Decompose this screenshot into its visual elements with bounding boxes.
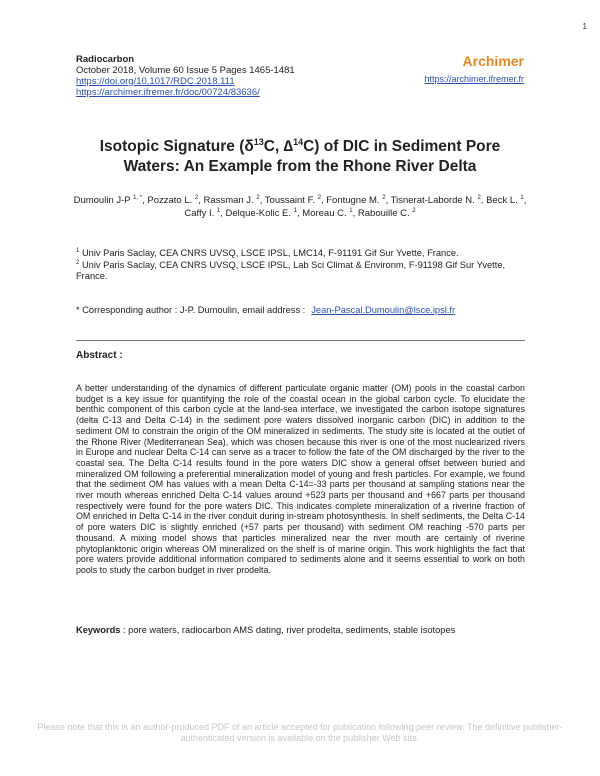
author-affiliation-mark: 1 (293, 208, 297, 214)
title-part1: Isotopic Signature (δ (99, 138, 254, 155)
abstract-text: A better understanding of the dynamics of different particulate organic matter (OM) pools in the coastal carbon budget is a key issue for quantifying the role of the coastal ocean in the global carbon cycle. To elucidate the benthic component of this carbon cycle at the land-sea interface, we investigated the carbon isotope signatures (delta C-13 and Delta C-14) in the sediment pore waters dissolved inorganic carbon (DIC) in addition to the sediment OM to constrain the origin of the OM mineralized in sediments. The study site is located at the outlet of the Rhone River (Mediterranean Sea), which was chosen because this river is one of the most nuclearized rivers in Europe and nuclear Delta C-14 can serve as a tracer to follow the fate of the OM discharged by the river to the coastal sea. The Delta C-14 results found in the pore waters DIC show a general offset between buried and mineralized OM following a preferential mineralization model of young and fresh particles. For example, we found that the sediment OM has values with a mean Delta C-14=-33 parts per thousand at sampling stations near the river mouth whereas enriched Delta C-14 values around +523 parts per thousand and +667 parts per thousand respectively were found for the pore waters DIC. This indicates complete mineralization of a riverine fraction of OM enriched in Delta C-14 in the river conduit during in-stream photosynthesis. In shelf sediments, the Delta C-14 of pore waters DIC is slightly enriched (+57 parts per thousand) with sediment OM reaching -570 parts per thousand. A mixing model shows that particles mineralized near the river mouth are certainly of riverine phytoplanktonic origin whereas OM mineralized on the shelf is of marine origin. This work highlights the fact that pore waters provide additional information compared to sediments alone and it seems essential to work on both pools to study the carbon budget in river prodelta. (76, 383, 525, 575)
section-divider (76, 340, 525, 341)
author-name: Tisnerat-Laborde N. (390, 195, 475, 206)
author-name: Moreau C. (302, 208, 347, 219)
affiliations (76, 248, 526, 283)
paper-title (70, 137, 530, 177)
author-separator: , (523, 195, 527, 206)
author-affiliation-mark: 1 (520, 195, 524, 201)
affiliation-item (76, 248, 526, 260)
author (184, 208, 225, 219)
author-name: Toussaint F. (264, 195, 315, 206)
affiliation-text: Univ Paris Saclay, CEA CNRS UVSQ, LSCE IPSL, Lab Sci Climat & Environm, F-91198 Gif Sur Yvette, France. (76, 259, 506, 281)
author (486, 195, 526, 206)
doi-link[interactable]: https://doi.org/10.1017/RDC.2018.111 (76, 76, 235, 87)
archimer-link[interactable]: https://archimer.ifremer.fr (424, 74, 524, 84)
author-separator: , (297, 208, 303, 219)
author-affiliation-mark: 1, * (133, 195, 143, 201)
author-name: Beck L. (486, 195, 518, 206)
title-part3: C) of DIC in Sediment Pore Waters: An Example from the Rhone River Delta (123, 138, 501, 175)
author (358, 208, 416, 219)
affiliation-mark: 2 (76, 259, 80, 266)
author-affiliation-mark: 2 (256, 195, 260, 201)
author-name: Dumoulin J-P (73, 195, 131, 206)
footer-note: Please note that this is an author-produced PDF of an article accepted for publication following peer review. The definitive publisher-authenticated version is available on the publisher Web site. (37, 722, 563, 743)
author (226, 208, 303, 219)
author-affiliation-mark: 2 (412, 208, 416, 214)
author-name: Fontugne M. (326, 195, 380, 206)
author-affiliation-mark: 2 (477, 195, 481, 201)
author-name: Rassman J. (203, 195, 254, 206)
title-sup2: 14 (293, 137, 304, 147)
journal-info (76, 54, 295, 98)
author (326, 195, 390, 206)
keywords-label: Keywords (76, 625, 121, 635)
author-separator: , (198, 195, 204, 206)
author-separator: , (259, 195, 265, 206)
author (204, 195, 265, 206)
keywords-line (76, 625, 525, 635)
author-name: Caffy I. (184, 208, 215, 219)
author-name: Rabouille C. (357, 208, 410, 219)
abstract-heading: Abstract : (76, 350, 123, 361)
title-sup1: 13 (253, 137, 264, 147)
author-name: Delque-Kolic E. (225, 208, 292, 219)
title-part2: C, ∆ (263, 138, 294, 155)
corresponding-email-link[interactable]: Jean-Pascal.Dumoulin@lsce.ipsl.fr (311, 305, 456, 315)
author-separator: , (480, 195, 487, 206)
affiliation-item (76, 260, 526, 283)
author-affiliation-mark: 1 (216, 208, 221, 214)
affiliation-text: Univ Paris Saclay, CEA CNRS UVSQ, LSCE IPSL, LMC14, F-91191 Gif Sur Yvette, France. (81, 248, 459, 258)
journal-issue: October 2018, Volume 60 Issue 5 Pages 1465-1481 (76, 65, 295, 76)
keywords-text: : pore waters, radiocarbon AMS dating, river prodelta, sediments, stable isotopes (120, 625, 456, 635)
journal-name: Radiocarbon (76, 54, 135, 65)
corresponding-label: * Corresponding author : J-P. Dumoulin, email address : (76, 305, 306, 315)
affiliation-mark: 1 (76, 248, 80, 254)
author-separator: , (220, 208, 226, 219)
archimer-logo: Archimer (462, 53, 524, 69)
author (147, 195, 203, 206)
author (74, 195, 148, 206)
author-list (70, 194, 530, 220)
author-name: Pozzato L. (147, 195, 193, 206)
archive-link[interactable]: https://archimer.ifremer.fr/doc/00724/83636/ (76, 87, 260, 98)
page-number: 1 (582, 22, 587, 31)
corresponding-author (76, 305, 455, 315)
author-separator: , (142, 195, 148, 206)
author-affiliation-mark: 1 (349, 208, 353, 214)
author-affiliation-mark: 2 (194, 195, 199, 201)
author (265, 195, 326, 206)
author (302, 208, 358, 219)
author-affiliation-mark: 2 (382, 195, 386, 201)
author-separator: , (352, 208, 358, 219)
author-separator: , (385, 195, 391, 206)
archimer-header (424, 53, 524, 87)
author-affiliation-mark: 2 (317, 195, 321, 201)
author-separator: , (320, 195, 327, 206)
author (391, 195, 486, 206)
